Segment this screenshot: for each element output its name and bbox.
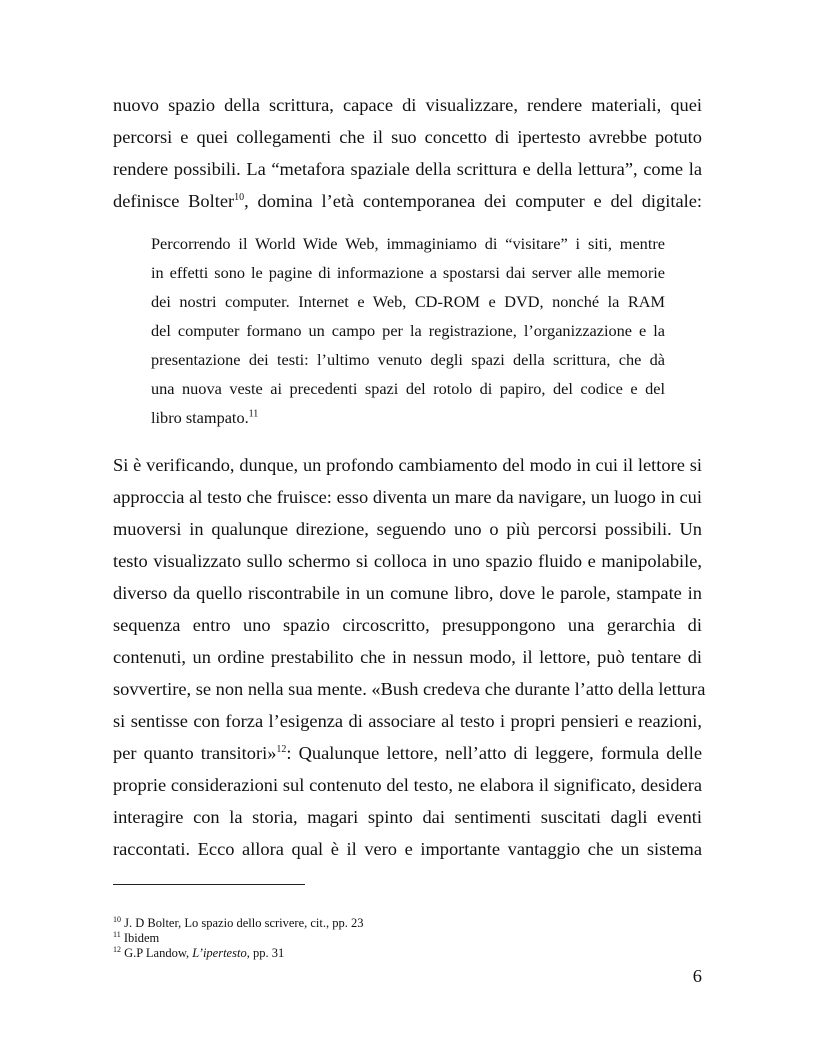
footnote [113, 916, 364, 930]
footnote-text: J. D Bolter, Lo spazio dello scrivere, cit., pp. 23 [124, 916, 364, 930]
text-run: per quanto transitori» [113, 743, 277, 763]
text-run: definisce Bolter [113, 191, 235, 211]
footnote-text: G.P Landow, [124, 946, 193, 960]
body-text-line: contenuti, un ordine prestabilito che in nessun modo, il lettore, può tentare di [113, 647, 702, 667]
body-text-line: percorsi e quei collegamenti che il suo concetto di ipertesto avrebbe potuto [113, 127, 702, 147]
footnote-number: 10 [113, 914, 121, 924]
body-text-line: rendere possibili. La “metafora spaziale della scrittura e della lettura”, come la [113, 159, 702, 179]
quote-line: del computer formano un campo per la registrazione, l’organizzazione e la [151, 321, 665, 340]
quote-line [151, 409, 665, 427]
footnote [113, 946, 284, 960]
body-text-line: sovvertire, se non nella sua mente. «Bush credeva che durante l’atto della lettura [113, 679, 706, 699]
footnote-ref[interactable]: 11 [248, 408, 259, 420]
footnote-ref[interactable]: 10 [234, 191, 245, 203]
body-text-line: proprie considerazioni sul contenuto del testo, ne elabora il significato, desidera [113, 775, 702, 795]
quote-line: dei nostri computer. Internet e Web, CD-ROM e DVD, nonché la RAM [151, 292, 665, 311]
footnote-number: 11 [113, 929, 121, 939]
footnote-book-title: L’ipertesto [192, 946, 247, 960]
body-text-line: nuovo spazio della scrittura, capace di visualizzare, rendere materiali, quei [113, 95, 702, 115]
footnote-ref[interactable]: 12 [276, 743, 287, 755]
body-text-line [113, 191, 702, 211]
quote-line: presentazione dei testi: l’ultimo venuto degli spazi della scrittura, che dà [151, 350, 665, 369]
body-text-line: interagire con la storia, magari spinto dai sentimenti suscitati dagli eventi [113, 807, 702, 827]
footnote-separator [113, 884, 305, 885]
text-run: libro stampato. [151, 408, 249, 427]
quote-line: una nuova veste ai precedenti spazi del rotolo di papiro, del codice e del [151, 379, 665, 398]
footnote-text: , pp. 31 [246, 946, 285, 960]
footnote [113, 931, 159, 945]
body-text-line: approccia al testo che fruisce: esso diventa un mare da navigare, un luogo in cui [113, 487, 702, 507]
body-text-line: si sentisse con forza l’esigenza di associare al testo i propri pensieri e reazioni, [113, 711, 702, 731]
body-text-line: sequenza entro uno spazio circoscritto, presuppongono una gerarchia di [113, 615, 702, 635]
body-text-line: muoversi in qualunque direzione, seguendo uno o più percorsi possibili. Un [113, 519, 702, 539]
page-number: 6 [692, 966, 702, 986]
body-text-line: diverso da quello riscontrabile in un comune libro, dove le parole, stampate in [113, 583, 702, 603]
text-run: : Qualunque lettore, nell’atto di leggere, formula delle [286, 743, 702, 763]
body-text-line [113, 743, 702, 763]
quote-line: in effetti sono le pagine di informazione a spostarsi dai server alle memorie [151, 263, 665, 282]
text-run: , domina l’età contemporanea dei computer e del digitale: [244, 191, 702, 211]
footnote-number: 12 [113, 944, 121, 954]
body-text-line: testo visualizzato sullo schermo si colloca in uno spazio fluido e manipolabile, [113, 551, 702, 571]
body-text-line: raccontati. Ecco allora qual è il vero e importante vantaggio che un sistema [113, 839, 702, 859]
body-text-line: Si è verificando, dunque, un profondo cambiamento del modo in cui il lettore si [113, 455, 702, 475]
quote-line: Percorrendo il World Wide Web, immaginiamo di “visitare” i siti, mentre [151, 234, 665, 253]
footnote-text: Ibidem [123, 931, 160, 945]
